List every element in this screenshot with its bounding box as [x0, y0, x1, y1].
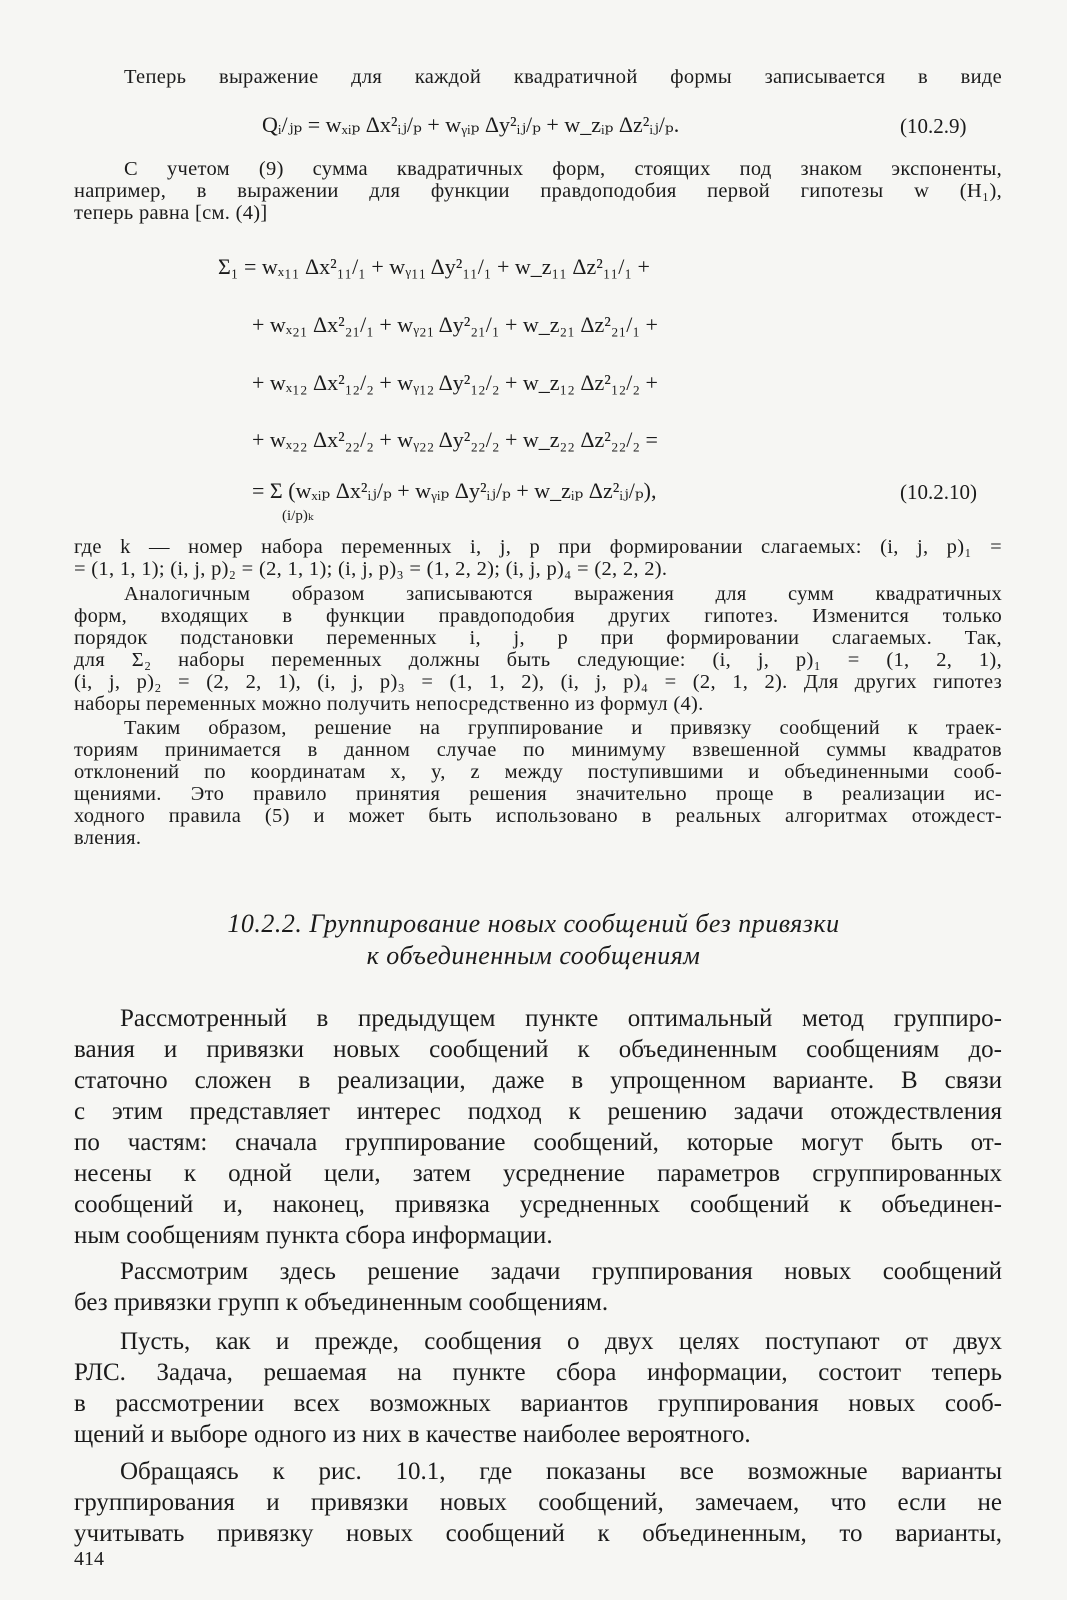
text-line: для Σ₂ наборы переменных должны быть следующие: (i, j, p)₁ = (1, 2, 1),	[74, 649, 1002, 671]
formula-sum-index: (i/p)ₖ	[282, 508, 314, 524]
text-line: Пусть, как и прежде, сообщения о двух целях поступают от двух	[120, 1328, 1002, 1355]
text-line: вления.	[74, 827, 142, 849]
formula-10-2-10-line-4: + wₓ₂₂ Δx²₂₂/₂ + wᵧ₂₂ Δy²₂₂/₂ + w_z₂₂ Δz²₂₂/₂ =	[252, 427, 658, 452]
text-line: РЛС. Задача, решаемая на пункте сбора информации, состоит теперь	[74, 1359, 1002, 1386]
body-paragraph-3	[74, 1326, 1002, 1450]
body-paragraph-2	[74, 1256, 1002, 1318]
page-number: 414	[74, 1548, 104, 1570]
text-line: наборы переменных можно получить непосредственно из формул (4).	[74, 693, 704, 715]
text-line: щений и выборе одного из них в качестве наиболее вероятного.	[74, 1421, 751, 1448]
text-line: без привязки групп к объединенным сообщениям.	[74, 1289, 609, 1316]
intro-line: Теперь выражение для каждой квадратичной формы записывается в виде	[124, 66, 1002, 88]
text-line: где k — номер набора переменных i, j, p при формировании слагаемых: (i, j, p)₁ =	[74, 536, 1002, 558]
paragraph-analogous	[74, 583, 1002, 715]
text-line: Рассмотрим здесь решение задачи группирования новых сообщений	[120, 1258, 1002, 1285]
text-line: Аналогичным образом записываются выражения для сумм квадратичных	[124, 583, 1002, 605]
text-line: ным сообщениям пункта сбора информации.	[74, 1222, 553, 1249]
body-paragraph-4	[74, 1456, 1002, 1549]
text-line: = (1, 1, 1); (i, j, p)₂ = (2, 1, 1); (i, j, p)₃ = (1, 2, 2); (i, j, p)₄ = (2, 2, 2).	[74, 558, 668, 580]
text-line: несены к одной цели, затем усреднение параметров сгруппированных	[74, 1160, 1002, 1187]
formula-10-2-10-line-2: + wₓ₂₁ Δx²₂₁/₁ + wᵧ₂₁ Δy²₂₁/₁ + w_z₂₁ Δz²₂₁/₁ +	[252, 312, 658, 337]
body-paragraph-1	[74, 1003, 1002, 1251]
text-line: с этим представляет интерес подход к решению задачи отождествления	[74, 1098, 1002, 1125]
text-line: учитывать привязку новых сообщений к объединенным, то варианты,	[74, 1520, 1002, 1547]
formula-10-2-10-line-3: + wₓ₁₂ Δx²₁₂/₂ + wᵧ₁₂ Δy²₁₂/₂ + w_z₁₂ Δz²₁₂/₂ +	[252, 370, 658, 395]
text-line: ходного правила (5) и может быть использовано в реальных алгоритмах отождест-	[74, 805, 1002, 827]
text-line: форм, входящих в функции правдоподобия других гипотез. Изменится только	[74, 605, 1002, 627]
text-line: Обращаясь к рис. 10.1, где показаны все возможные варианты	[120, 1458, 1002, 1485]
equation-number-10-2-9: (10.2.9)	[900, 114, 967, 138]
paragraph-conclusion	[74, 717, 1002, 849]
text-line: щениями. Это правило принятия решения значительно проще в реализации ис-	[74, 783, 1002, 805]
text-line: в рассмотрении всех возможных вариантов группирования новых сооб-	[74, 1390, 1002, 1417]
text-line: теперь равна [см. (4)]	[74, 202, 268, 224]
text-line: например, в выражении для функции правдоподобия первой гипотезы w (H₁),	[74, 180, 1002, 202]
paragraph-sum-of-forms	[74, 158, 1002, 224]
text-line: по частям: сначала группирование сообщений, которые могут быть от-	[74, 1129, 1002, 1156]
formula-10-2-10-line-5: = Σ (wₓᵢₚ Δx²ᵢⱼ/ₚ + wᵧᵢₚ Δy²ᵢⱼ/ₚ + w_zᵢₚ Δz²ᵢⱼ/ₚ),	[252, 478, 657, 503]
text-line: вания и привязки новых сообщений к объединенным сообщениям до-	[74, 1036, 1002, 1063]
paragraph-index-sets	[74, 536, 1002, 580]
text-line: сообщений и, наконец, привязка усредненных сообщений к объединен-	[74, 1191, 1002, 1218]
text-line: группирования и привязки новых сообщений, замечаем, что если не	[74, 1489, 1002, 1516]
section-heading	[0, 908, 1067, 972]
text-line: (i, j, p)₂ = (2, 2, 1), (i, j, p)₃ = (1, 1, 2), (i, j, p)₄ = (2, 1, 2). Для других гипотез	[74, 671, 1002, 693]
text-line: С учетом (9) сумма квадратичных форм, стоящих под знаком экспоненты,	[124, 158, 1002, 180]
text-line: порядок подстановки переменных i, j, p при формировании слагаемых. Так,	[74, 627, 1002, 649]
formula-10-2-10-line-1: Σ₁ = wₓ₁₁ Δx²₁₁/₁ + wᵧ₁₁ Δy²₁₁/₁ + w_z₁₁ Δz²₁₁/₁ +	[218, 254, 650, 279]
heading-line: 10.2.2. Группирование новых сообщений без привязки	[227, 909, 840, 938]
text-line: ториям принимается в данном случае по минимуму взвешенной суммы квадратов	[74, 739, 1002, 761]
formula-10-2-9: Qᵢ/ⱼₚ = wₓᵢₚ Δx²ᵢⱼ/ₚ + wᵧᵢₚ Δy²ᵢⱼ/ₚ + w_zᵢₚ Δz²ᵢⱼ/ₚ.	[262, 112, 680, 137]
text-line: Рассмотренный в предыдущем пункте оптимальный метод группиро-	[120, 1005, 1002, 1032]
text-line: статочно сложен в реализации, даже в упрощенном варианте. В связи	[74, 1067, 1002, 1094]
heading-line: к объединенным сообщениям	[366, 941, 701, 970]
text-line: Таким образом, решение на группирование и привязку сообщений к траек-	[124, 717, 1002, 739]
equation-number-10-2-10: (10.2.10)	[900, 480, 977, 504]
text-line: отклонений по координатам x, y, z между поступившими и объединенными сооб-	[74, 761, 1002, 783]
